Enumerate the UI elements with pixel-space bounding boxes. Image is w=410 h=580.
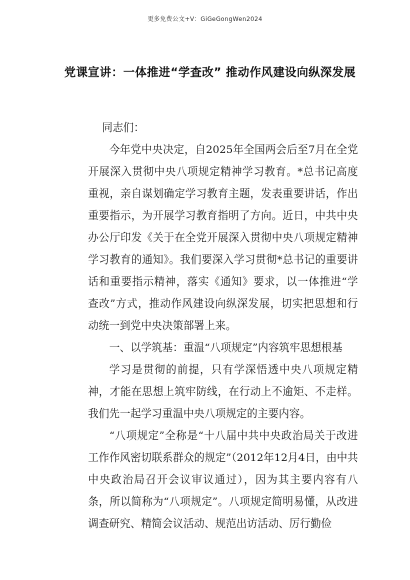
section-heading-1: 一、以学筑基：重温“八项规定”内容筑牢思想根基 (109, 342, 343, 354)
salutation: 同志们： (102, 122, 145, 134)
paragraph-intro: 今年党中央决定，自2025年全国两会后至7月在全党开展深入贯彻中央八项规定精神学习教育。*总书记高度重视，亲自谋划确定学习教育主题，发表重要讲话，作出重要指示，为开展学习教育指明了方向。近日，中共中央办公厅印发《关于在全党开展深入贯彻中央八项规定精神学习教育的通知》。我们要深入学习贯彻*总书记的重要讲话和重要指示精神，落实《通知》要求，以一体推进“学查改”方式，推动作风建设向纵深发展，切实把思想和行动统一到党中央决策部署上来。 (88, 144, 358, 332)
header-note: 更多免费公文+V：GiGeGongWen2024 (147, 16, 263, 23)
paragraph-eight-rules: “八项规定”全称是“十八届中共中央政治局关于改进工作作风密切联系群众的规定”（2012年12月4日，由中共中央政治局召开会议审议通过），因为其主要内容有八条，所以简称为“八项规定”。八项规定简明易懂，从改进调查研究、精简会议活动、规范出访活动、厉行勤俭 (88, 430, 358, 530)
document-body (88, 117, 358, 535)
document-title: 党课宣讲：一体推进“学查改” 推动作风建设向纵深发展 (64, 65, 356, 79)
paragraph-study: 学习是贯彻的前提，只有学深悟透中央八项规定精神，才能在思想上筑牢防线，在行动上不逾矩、不走样。我们先一起学习重温中央八项规定的主要内容。 (88, 364, 358, 420)
